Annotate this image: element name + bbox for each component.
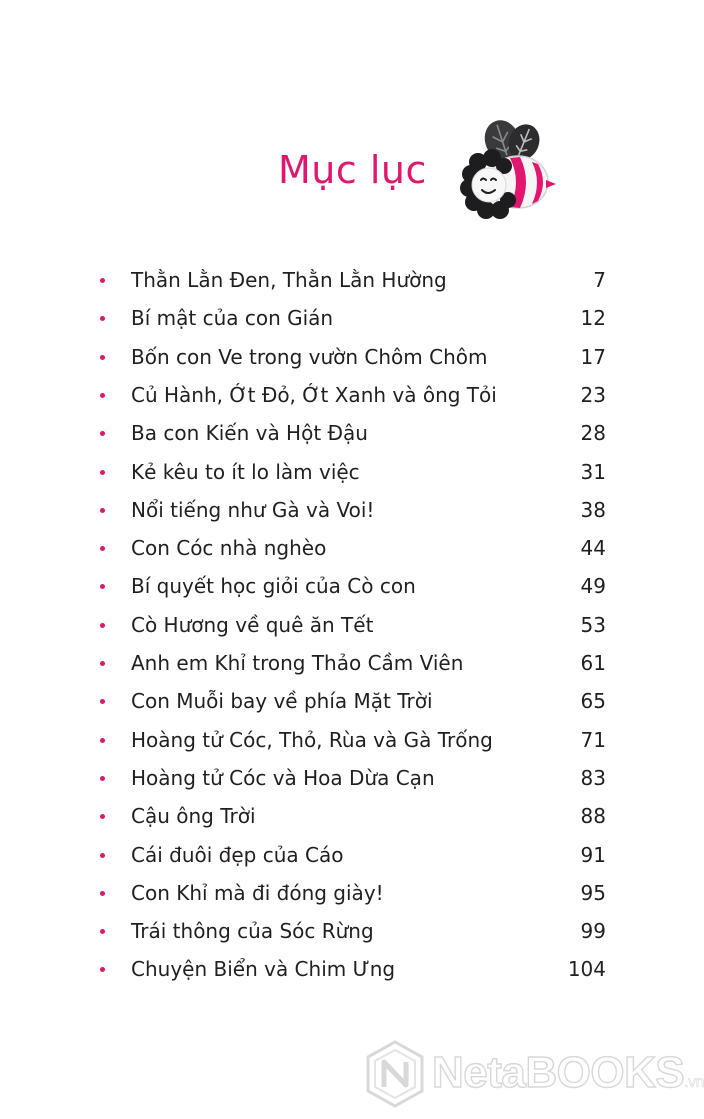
toc-entry [0, 645, 700, 681]
toc-entry-title: Con Khỉ mà đi đóng giày! [131, 880, 384, 905]
toc-entry-title: Hoàng tử Cóc và Hoa Dừa Cạn [131, 765, 435, 790]
toc-entry-title: Cậu ông Trời [131, 804, 256, 829]
toc-entry-title: Củ Hành, Ớt Đỏ, Ớt Xanh và ông Tỏi [131, 382, 497, 407]
bullet-icon [100, 776, 105, 781]
toc-entry-page-number: 49 [580, 574, 606, 599]
toc-entry-page-number: 65 [580, 689, 606, 714]
toc-entry-title: Anh em Khỉ trong Thảo Cầm Viên [131, 651, 464, 675]
toc-entry [0, 875, 700, 911]
toc-entry-title: Trái thông của Sóc Rừng [131, 919, 374, 944]
bullet-icon [100, 316, 105, 321]
toc-entry [0, 760, 700, 796]
bullet-icon [100, 853, 105, 858]
toc-entry [0, 530, 700, 566]
watermark-text: NetaBOOKS.vn [432, 1048, 704, 1097]
bullet-icon [100, 661, 105, 666]
bullet-icon [100, 623, 105, 628]
bullet-icon [100, 278, 105, 283]
toc-entry-page-number: 28 [580, 421, 606, 446]
toc-entry [0, 683, 700, 719]
bullet-icon [100, 393, 105, 398]
toc-entry-page-number: 7 [593, 268, 606, 292]
bullet-icon [100, 355, 105, 360]
toc-entry-page-number: 38 [580, 497, 606, 522]
bullet-icon [100, 738, 105, 743]
toc-entry-title: Cái đuôi đẹp của Cáo [131, 842, 344, 867]
toc-entry-page-number: 61 [580, 651, 606, 675]
toc-entry-title: Bốn con Ve trong vườn Chôm Chôm [131, 344, 488, 369]
toc-entry-title: Kẻ kêu to ít lo làm việc [131, 459, 360, 484]
toc-entry-title: Nổi tiếng như Gà và Voi! [131, 497, 375, 522]
toc-entry-page-number: 83 [580, 765, 606, 790]
toc-entry-title: Bí mật của con Gián [131, 306, 334, 331]
toc-entry [0, 300, 700, 336]
toc-entry-page-number: 17 [580, 344, 606, 369]
toc-entry-title: Hoàng tử Cóc, Thỏ, Rùa và Gà Trống [131, 727, 493, 752]
toc-entry [0, 837, 700, 873]
toc-entry-page-number: 44 [580, 536, 606, 561]
toc-entry [0, 607, 700, 643]
bullet-icon [100, 508, 105, 513]
toc-entry-title: Con Cóc nhà nghèo [131, 536, 327, 561]
toc-entry [0, 568, 700, 604]
toc-entry-title: Bí quyết học giỏi của Cò con [131, 574, 416, 599]
toc-entry [0, 798, 700, 834]
toc-entry [0, 951, 700, 987]
toc-entry-title: Cò Hương về quê ăn Tết [131, 612, 374, 637]
toc-entry-page-number: 88 [580, 804, 606, 829]
toc-entry [0, 339, 700, 375]
toc-entry [0, 913, 700, 949]
bullet-icon [100, 699, 105, 704]
bullet-icon [100, 546, 105, 551]
bullet-icon [100, 929, 105, 934]
toc-entry-page-number: 91 [580, 842, 606, 867]
toc-entry-page-number: 71 [580, 727, 606, 752]
watermark [362, 1040, 704, 1110]
toc-entry-page-number: 99 [580, 919, 606, 944]
toc-entry [0, 722, 700, 758]
bullet-icon [100, 814, 105, 819]
toc-entry [0, 377, 700, 413]
toc-entry-title: Con Muỗi bay về phía Mặt Trời [131, 689, 433, 714]
page-title: Mục lục [278, 148, 427, 192]
netabooks-logo-icon [364, 1040, 426, 1108]
toc-entry-page-number: 12 [580, 306, 606, 331]
bullet-icon [100, 891, 105, 896]
bee-mascot-icon [458, 112, 562, 224]
toc-entry-page-number: 95 [580, 880, 606, 905]
toc-entry-title: Chuyện Biển và Chim Ưng [131, 957, 396, 982]
toc-entry-title: Thằn Lằn Đen, Thằn Lằn Hường [131, 268, 447, 292]
watermark-suffix: .vn [684, 1074, 704, 1091]
bullet-icon [100, 431, 105, 436]
toc-entry-page-number: 53 [580, 612, 606, 637]
toc-entry [0, 415, 700, 451]
toc-entry [0, 262, 700, 298]
toc-entry-page-number: 31 [580, 459, 606, 484]
toc-entry [0, 492, 700, 528]
bullet-icon [100, 584, 105, 589]
toc-entry [0, 454, 700, 490]
bullet-icon [100, 470, 105, 475]
toc-entry-page-number: 23 [580, 382, 606, 407]
toc-entry-page-number: 104 [567, 957, 606, 982]
toc-entry-title: Ba con Kiến và Hột Đậu [131, 421, 368, 446]
bullet-icon [100, 967, 105, 972]
